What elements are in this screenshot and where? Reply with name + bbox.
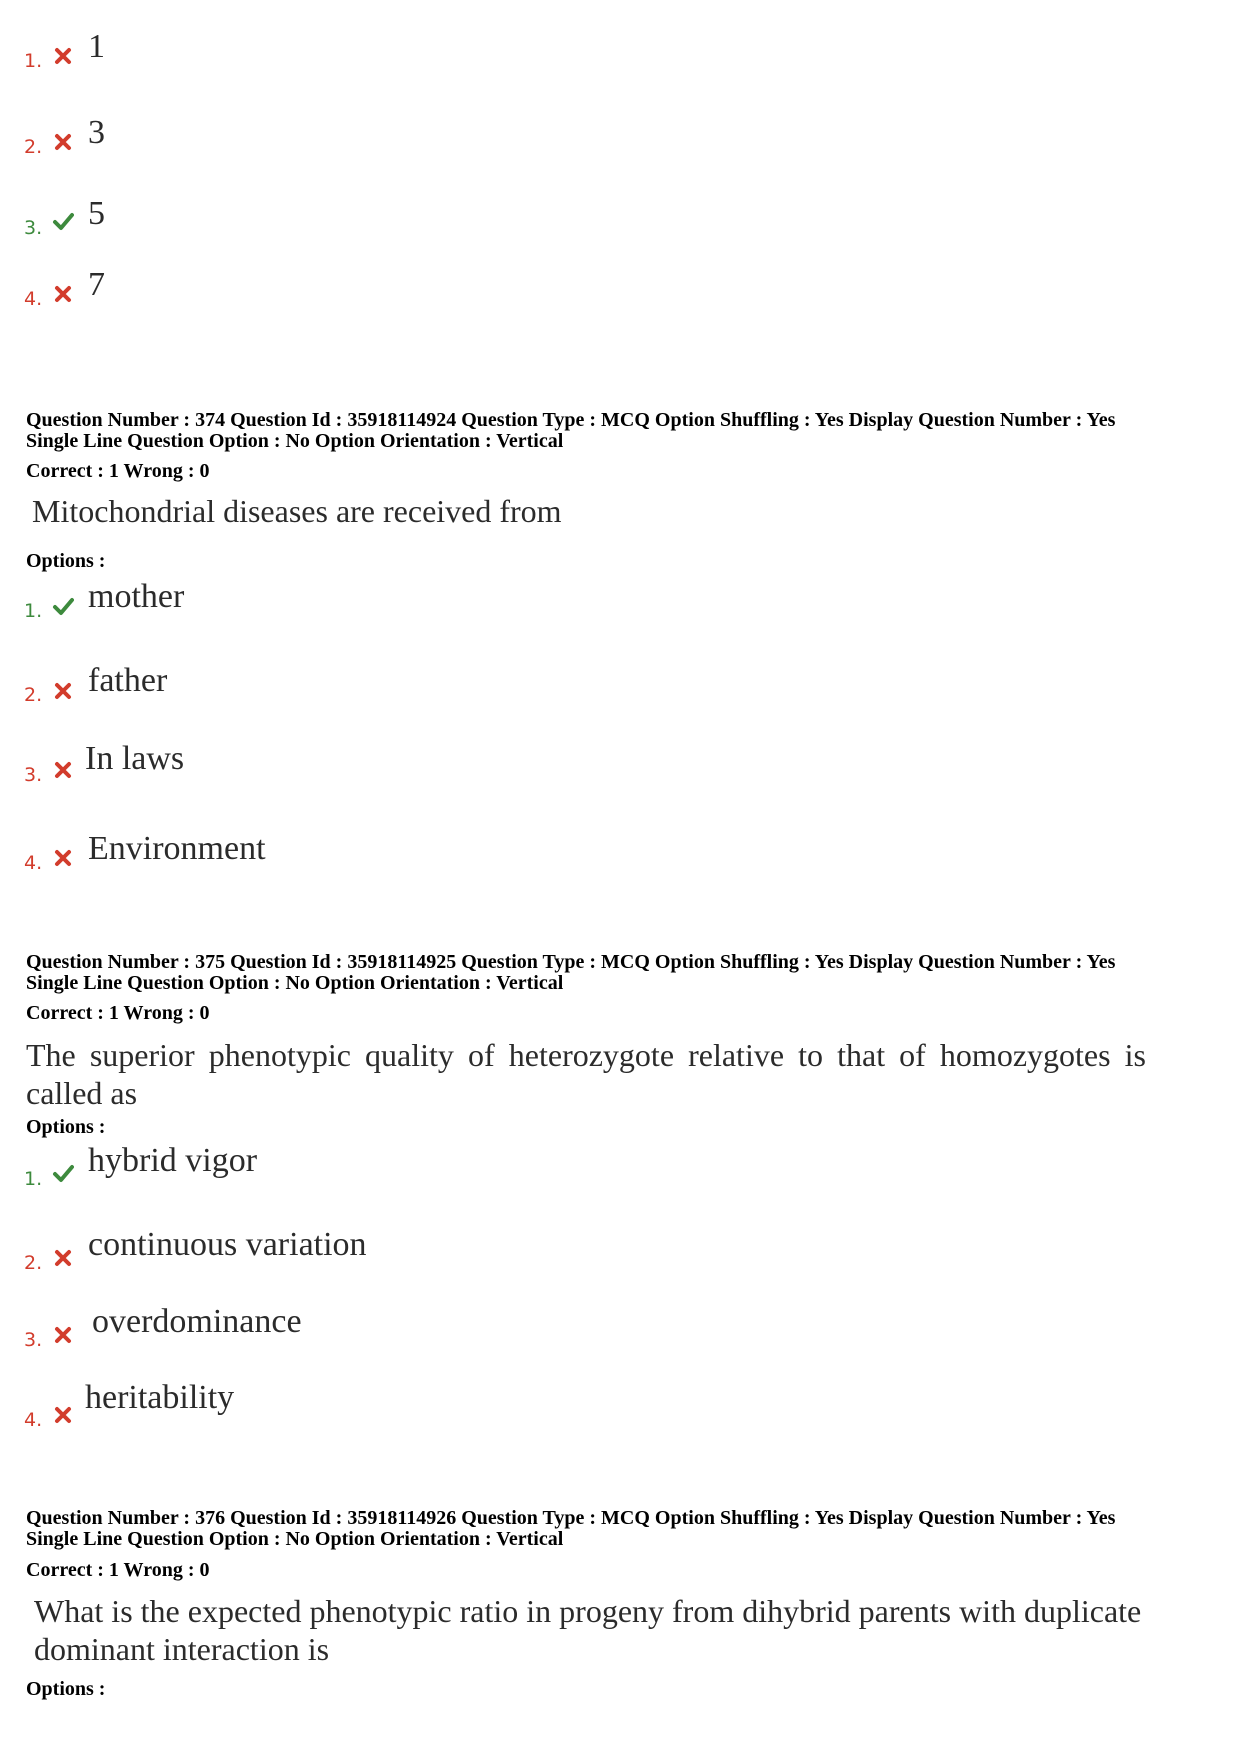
- cross-icon: [52, 131, 74, 153]
- question-stem: [26, 1036, 1146, 1112]
- option-number: 2.: [24, 136, 43, 158]
- cross-icon: [52, 1324, 74, 1346]
- option-text: 5: [88, 195, 105, 232]
- cross-icon: [52, 45, 74, 67]
- option-number: 2.: [24, 684, 43, 706]
- option-text: father: [88, 662, 168, 699]
- question-meta: [26, 1508, 1115, 1550]
- option-text: heritability: [85, 1379, 235, 1416]
- option-text: mother: [88, 578, 185, 615]
- cross-icon: [52, 1404, 74, 1426]
- question-meta-line2: Single Line Question Option : No Option Orientation : Vertical: [26, 430, 564, 452]
- question-stem-line2: dominant interaction is: [34, 1631, 330, 1667]
- question-meta-line1: Question Number : 375 Question Id : 35918114925 Question Type : MCQ Option Shuffling : Yes Display Question Number : Yes: [26, 951, 1116, 973]
- question-meta-line2: Single Line Question Option : No Option Orientation : Vertical: [26, 972, 564, 994]
- options-label: Options :: [26, 1116, 106, 1138]
- question-meta-line2: Single Line Question Option : No Option Orientation : Vertical: [26, 1528, 564, 1550]
- question-stem-line1: What is the expected phenotypic ratio in progeny from dihybrid parents with duplicate: [34, 1593, 1142, 1629]
- cross-icon: [52, 283, 74, 305]
- question-marks: Correct : 1 Wrong : 0: [26, 460, 210, 482]
- cross-icon: [52, 1247, 74, 1269]
- question-marks: Correct : 1 Wrong : 0: [26, 1002, 210, 1024]
- option-text: hybrid vigor: [88, 1142, 258, 1179]
- option-text: 7: [88, 266, 105, 303]
- option-text: 3: [88, 114, 105, 151]
- option-text: 1: [88, 28, 105, 65]
- option-text: overdominance: [92, 1303, 302, 1340]
- option-number: 3.: [24, 217, 43, 239]
- question-meta: [26, 952, 1115, 994]
- check-icon: [52, 1162, 74, 1184]
- option-number: 4.: [24, 288, 43, 310]
- option-text: continuous variation: [88, 1226, 367, 1263]
- option-number: 4.: [24, 852, 43, 874]
- option-number: 1.: [24, 50, 43, 72]
- cross-icon: [52, 847, 74, 869]
- question-meta: [26, 410, 1115, 452]
- option-number: 4.: [24, 1409, 43, 1431]
- question-stem: [32, 492, 562, 530]
- question-stem-line2: called as: [26, 1075, 138, 1111]
- check-icon: [52, 595, 74, 617]
- question-stem-line1: Mitochondrial diseases are received from: [32, 493, 562, 529]
- check-icon: [52, 210, 74, 232]
- question-marks: Correct : 1 Wrong : 0: [26, 1559, 210, 1581]
- option-number: 2.: [24, 1252, 43, 1274]
- option-text: Environment: [88, 830, 266, 867]
- cross-icon: [52, 680, 74, 702]
- option-number: 1.: [24, 1168, 43, 1190]
- option-number: 3.: [24, 1329, 43, 1351]
- option-number: 3.: [24, 764, 43, 786]
- question-meta-line1: Question Number : 374 Question Id : 35918114924 Question Type : MCQ Option Shuffling : Yes Display Question Number : Yes: [26, 409, 1116, 431]
- question-stem: [34, 1592, 1174, 1668]
- option-number: 1.: [24, 600, 43, 622]
- options-label: Options :: [26, 1678, 106, 1700]
- cross-icon: [52, 759, 74, 781]
- question-stem-line1: The superior phenotypic quality of heterozygote relative to that of homozygotes is: [26, 1037, 1146, 1073]
- option-text: In laws: [85, 740, 185, 777]
- question-meta-line1: Question Number : 376 Question Id : 35918114926 Question Type : MCQ Option Shuffling : Yes Display Question Number : Yes: [26, 1507, 1116, 1529]
- options-label: Options :: [26, 550, 106, 572]
